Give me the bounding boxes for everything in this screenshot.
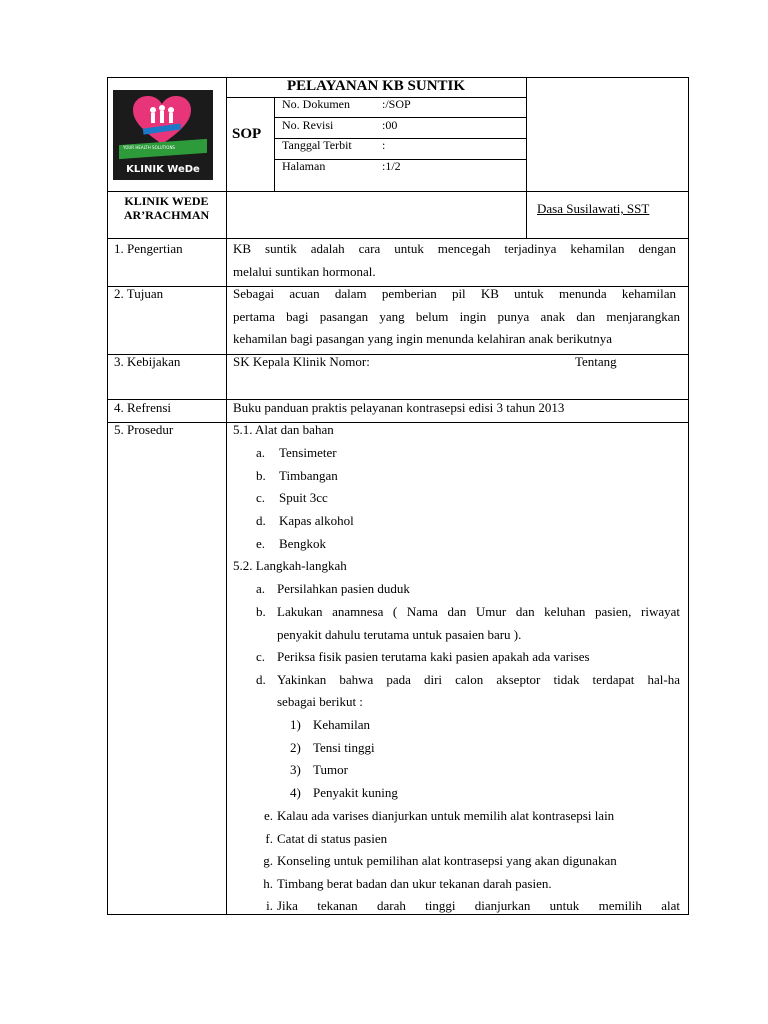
list-marker: d. xyxy=(256,672,266,687)
logo-tagline: YOUR HEALTH SOLUTIONS xyxy=(123,145,175,150)
list-item: Kalau ada varises dianjurkan untuk memilih alat kontrasepsi lain xyxy=(277,808,615,823)
refrensi-text: Buku panduan praktis pelayanan kontrasepsi edisi 3 tahun 2013 xyxy=(233,400,565,415)
list-marker: g. xyxy=(263,853,273,868)
list-marker: 4) xyxy=(290,785,301,800)
meta-value: :00 xyxy=(382,118,398,132)
meta-value: : xyxy=(382,138,386,152)
list-item: Kehamilan xyxy=(313,717,371,732)
document-title: PELAYANAN KB SUNTIK xyxy=(286,78,466,94)
logo-brand-text: KLINIK WeDe xyxy=(126,164,200,175)
list-marker: b. xyxy=(256,468,266,483)
list-item: Konseling untuk pemilihan alat kontrasepsi yang akan digunakan xyxy=(277,853,617,868)
list-marker: c. xyxy=(256,490,266,505)
prosedur-subtitle: 5.2. Langkah-langkah xyxy=(233,558,347,573)
prosedur-subtitle: 5.1. Alat dan bahan xyxy=(233,422,334,437)
row-divider xyxy=(107,422,689,423)
list-item-continued: penyakit dahulu terutama untuk pasaien baru ). xyxy=(277,627,522,642)
list-item: Periksa fisik pasien terutama kaki pasien apakah ada varises xyxy=(277,649,590,664)
list-item: Tensi tinggi xyxy=(313,740,375,755)
list-marker: e. xyxy=(263,808,273,823)
tujuan-line: kehamilan bagi pasangan yang ingin menunda kelahiran anak berikutnya xyxy=(233,331,613,346)
list-item: Timbang berat badan dan ukur tekanan darah pasien. xyxy=(277,876,552,891)
list-item: Catat di status pasien xyxy=(277,831,388,846)
meta-label: Tanggal Terbit xyxy=(282,138,352,152)
list-marker: i. xyxy=(266,898,273,913)
meta-value: :1/2 xyxy=(382,159,401,173)
list-marker: c. xyxy=(256,649,266,664)
clinic-name: AR’RACHMAN xyxy=(123,208,210,222)
list-item: Lakukan anamnesa ( Nama dan Umur dan keluhan pasien, riwayat xyxy=(277,604,680,619)
meta-value: :/SOP xyxy=(382,97,411,111)
tujuan-line: Sebagai acuan dalam pemberian pil KB untuk menunda kehamilan xyxy=(233,286,676,301)
list-item: Tensimeter xyxy=(279,445,337,460)
kebijakan-text: SK Kepala Klinik Nomor: xyxy=(233,354,370,369)
list-marker: b. xyxy=(256,604,266,619)
list-marker: e. xyxy=(256,536,266,551)
column-divider xyxy=(226,77,227,915)
list-marker: 2) xyxy=(290,740,301,755)
meta-label: Halaman xyxy=(282,159,326,173)
section-label: 5. Prosedur xyxy=(114,422,174,437)
list-item: Bengkok xyxy=(279,536,326,551)
section-label: 3. Kebijakan xyxy=(114,354,181,369)
sop-label: SOP xyxy=(232,126,262,142)
pengertian-line: KB suntik adalah cara untuk mencegah terjadinya kehamilan dengan xyxy=(233,241,676,256)
list-item: Persilahkan pasien duduk xyxy=(277,581,410,596)
clinic-logo xyxy=(113,90,213,180)
list-item: Spuit 3cc xyxy=(279,490,328,505)
section-label: 1. Pengertian xyxy=(114,241,183,256)
title-divider xyxy=(226,97,526,98)
row-divider xyxy=(107,238,689,239)
pengertian-line: melalui suntikan hormonal. xyxy=(233,264,376,279)
section-label: 2. Tujuan xyxy=(114,286,164,301)
list-marker: d. xyxy=(256,513,266,528)
list-item: Penyakit kuning xyxy=(313,785,398,800)
list-item: Kapas alkohol xyxy=(279,513,354,528)
list-item-continued: sebagai berikut : xyxy=(277,694,363,709)
list-marker: a. xyxy=(256,445,266,460)
list-item: Yakinkan bahwa pada diri calon akseptor tidak terdapat hal-ha xyxy=(277,672,680,687)
list-item: Jika tekanan darah tinggi dianjurkan untuk memilih alat xyxy=(277,898,680,913)
meta-label: No. Revisi xyxy=(282,118,334,132)
signatory-name: Dasa Susilawati, SST xyxy=(537,201,650,216)
header-divider xyxy=(107,191,689,192)
kebijakan-text: Tentang xyxy=(575,354,617,369)
list-marker: f. xyxy=(265,831,273,846)
list-item: Timbangan xyxy=(279,468,338,483)
tujuan-line: pertama bagi pasangan yang belum ingin punya anak dan menjarangkan xyxy=(233,309,680,324)
sop-divider xyxy=(274,97,275,191)
clinic-name: KLINIK WEDE xyxy=(124,194,209,208)
heart-icon xyxy=(133,96,191,146)
signature-divider xyxy=(526,77,527,238)
list-marker: 1) xyxy=(290,717,301,732)
section-label: 4. Refrensi xyxy=(114,400,172,415)
list-item: Tumor xyxy=(313,762,348,777)
list-marker: 3) xyxy=(290,762,301,777)
list-marker: a. xyxy=(256,581,266,596)
list-marker: h. xyxy=(263,876,273,891)
meta-label: No. Dokumen xyxy=(282,97,350,111)
